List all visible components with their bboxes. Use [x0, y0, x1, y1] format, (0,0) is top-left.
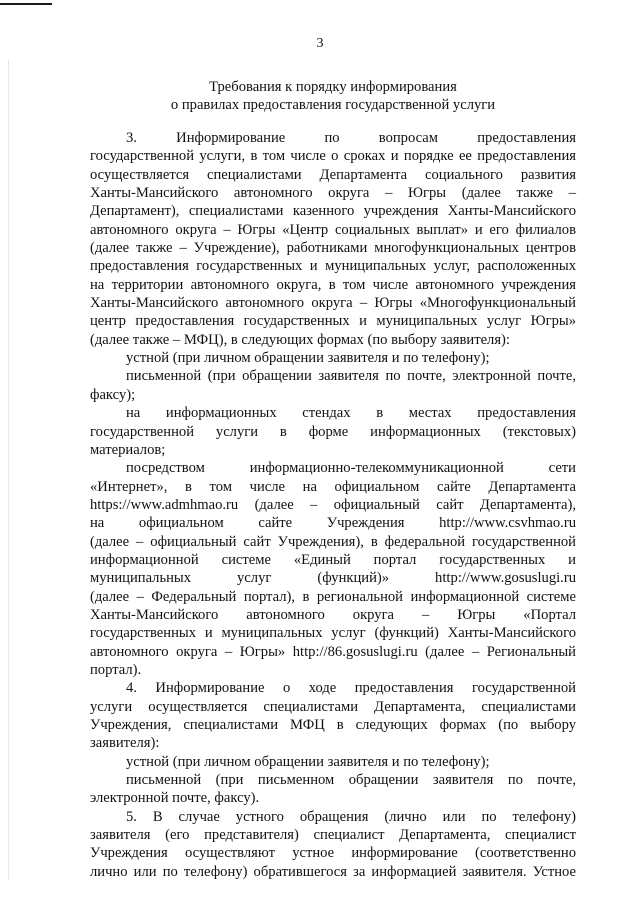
body-line: Ханты-Мансийского автономного округа – Югры (далее также – — [90, 185, 576, 202]
body-line: материалов; — [90, 441, 166, 458]
heading-line-2: о правилах предоставления государственной услуги — [170, 97, 496, 113]
body-line: автономного округа – Югры» http://86.gosuslugi.ru (далее – Региональный — [90, 643, 576, 660]
body-line: муниципальных услуг (функций)» http://www.gosuslugi.ru — [90, 570, 576, 587]
body-line: Ханты-Мансийского автономного округа – Югры «Многофункциональный — [90, 295, 576, 312]
body-line: информационной системе «Единый портал государственных и — [90, 551, 576, 568]
document-body — [90, 129, 576, 881]
body-line: Учреждения осуществляют устное информирование (соответственно — [90, 845, 576, 862]
body-line: устной (при личном обращении заявителя и по телефону); — [126, 753, 490, 770]
body-line: факсу); — [90, 386, 136, 403]
body-line: письменной (при обращении заявителя по почте, электронной почте, — [126, 368, 576, 385]
body-line: на информационных стендах в местах предоставления — [126, 405, 576, 422]
body-line: автономного округа – Югры «Центр социальных выплат» и его филиалов — [90, 221, 576, 238]
body-line: осуществляется специалистами Департамента социального развития — [90, 166, 576, 183]
body-line: устной (при личном обращении заявителя и по телефону); — [126, 350, 490, 367]
body-line: заявителя): — [90, 735, 160, 752]
body-line: лично или по телефону) обратившегося за информацией заявителя. Устное — [90, 863, 576, 880]
body-line: государственной услуги, в том числе о сроках и порядке ее предоставления — [90, 148, 576, 165]
body-line: 4. Информирование о ходе предоставления государственной — [126, 680, 576, 697]
body-line: государственных и муниципальных услуг (функций) Ханты-Мансийского — [90, 625, 576, 642]
page-number: 3 — [316, 36, 324, 51]
body-line: посредством информационно-телекоммуникационной сети — [126, 460, 576, 477]
body-line: «Интернет», в том числе на официальном сайте Департамента — [90, 478, 576, 495]
body-line: (далее – официальный сайт Учреждения), в федеральной государственной — [90, 533, 576, 550]
body-line: письменной (при письменном обращении заявителя по почте, — [126, 772, 576, 789]
scan-margin-dots — [8, 60, 10, 880]
body-line: портал). — [90, 661, 142, 678]
body-line: 3. Информирование по вопросам предоставления — [126, 130, 576, 146]
body-line: на территории автономного округа, в том числе автономного учреждения — [90, 276, 576, 293]
body-line: (далее также – Учреждение), работниками многофункциональных центров — [90, 240, 576, 257]
body-line: (далее также – МФЦ), в следующих формах (по выбору заявителя): — [90, 331, 510, 348]
body-line: государственной услуги в форме информационных (текстовых) — [90, 423, 576, 440]
heading-line-1: Требования к порядку информирования — [209, 79, 457, 95]
body-line: Департамент), специалистами казенного учреждения Ханты-Мансийского — [90, 203, 576, 220]
body-line: предоставления государственных и муниципальных услуг, расположенных — [90, 258, 576, 275]
body-line: заявителя (его представителя) специалист Департамента, специалист — [90, 827, 576, 844]
body-line: на официальном сайте Учреждения http://www.csvhmao.ru — [90, 515, 576, 532]
body-line: 5. В случае устного обращения (лично или по телефону) — [126, 808, 576, 825]
section-heading — [90, 78, 576, 114]
body-line: (далее – Федеральный портал), в региональной информационной системе — [90, 588, 576, 605]
body-line: https://www.admhmao.ru (далее – официальный сайт Департамента), — [90, 496, 576, 513]
body-line: Ханты-Мансийского автономного округа – Югры «Портал — [90, 606, 576, 623]
body-line: Учреждения, специалистами МФЦ в следующих формах (по выбору — [90, 717, 576, 733]
body-line: услуги осуществляется специалистами Департамента, специалистами — [90, 698, 576, 715]
scan-corner-mark — [0, 3, 52, 5]
body-line: центр предоставления государственных и муниципальных услуг Югры» — [90, 313, 576, 330]
body-line: электронной почте, факсу). — [90, 790, 260, 807]
